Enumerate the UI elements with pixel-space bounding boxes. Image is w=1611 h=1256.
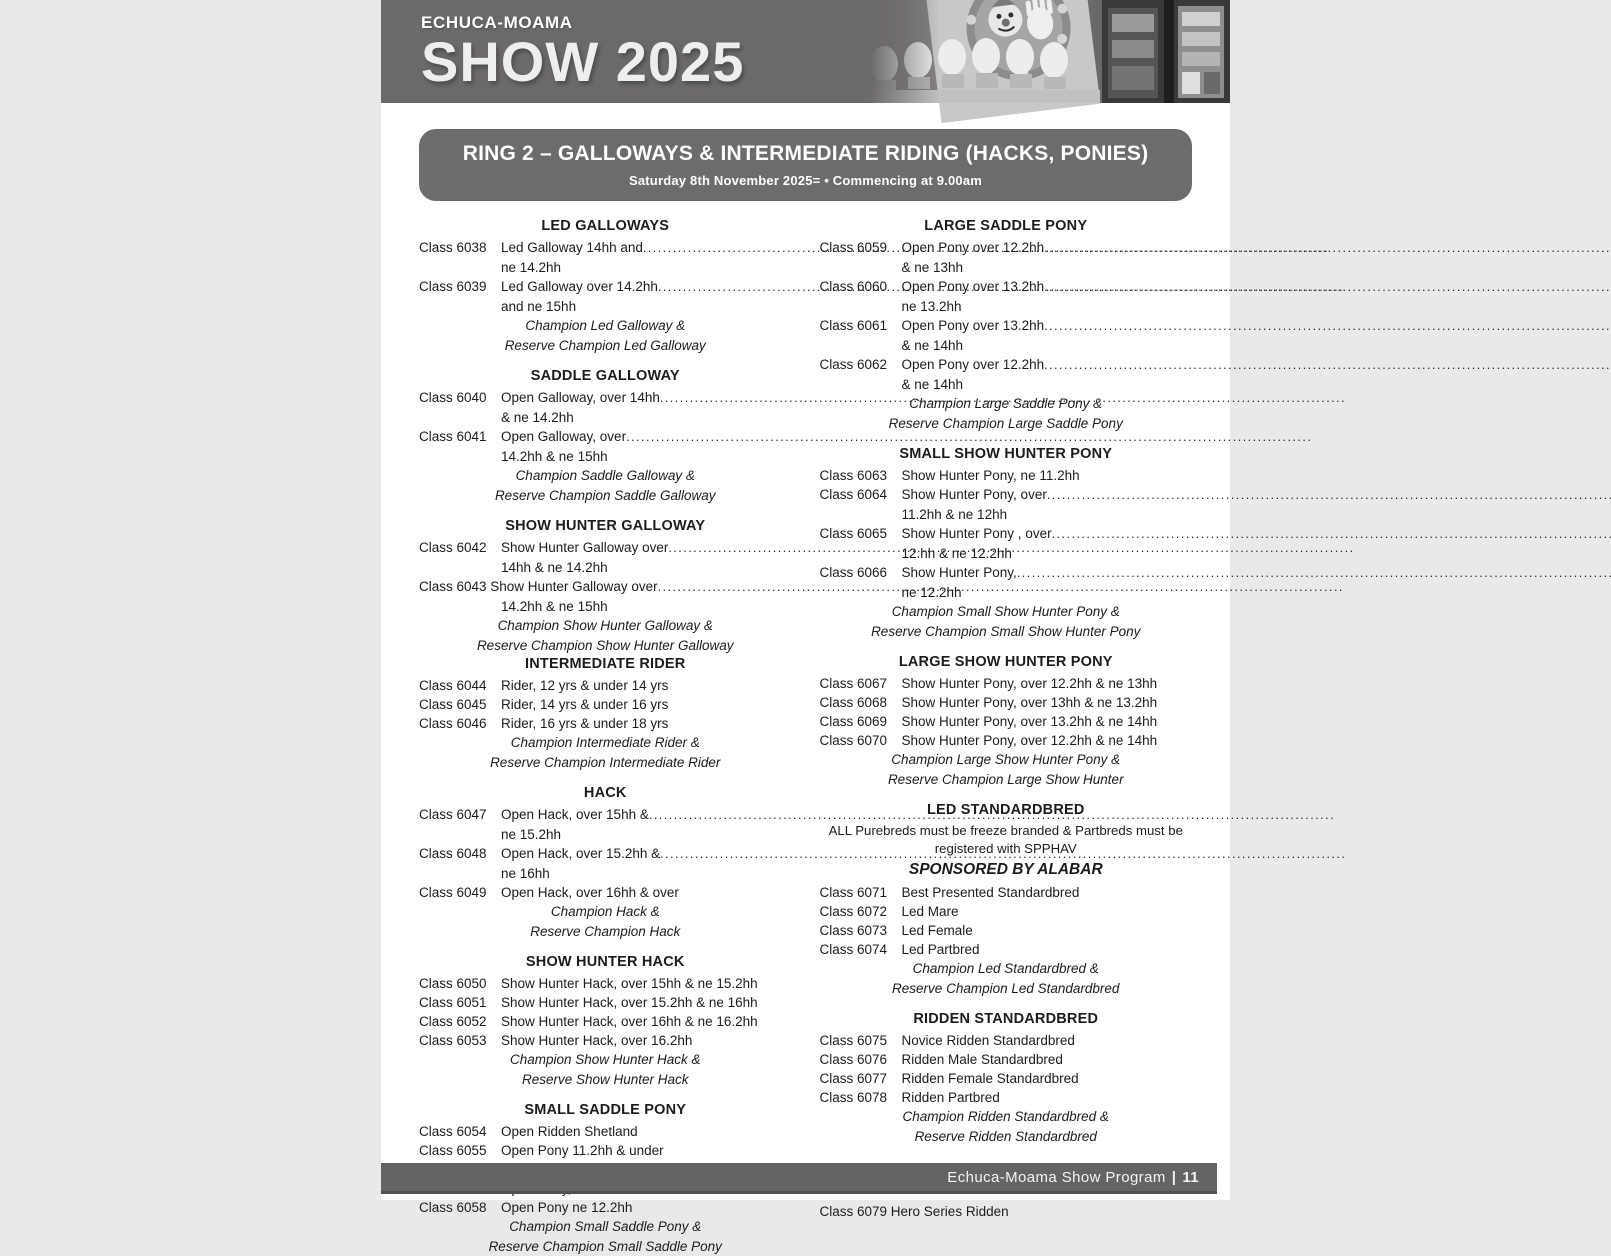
- class-description: [902, 921, 1193, 940]
- class-row: [419, 1012, 792, 1031]
- class-description: [501, 676, 792, 695]
- class-row: [419, 577, 792, 597]
- class-description: [820, 1202, 1193, 1221]
- class-description: [501, 993, 792, 1012]
- class-section: [419, 368, 792, 505]
- champion-line: Champion Small Saddle Pony &: [419, 1217, 792, 1237]
- class-number: Class 6072: [820, 902, 902, 921]
- show-title: SHOW 2025: [421, 34, 744, 90]
- class-number: Class 6063: [820, 466, 902, 485]
- class-row: [419, 974, 792, 993]
- class-description: [902, 1088, 1193, 1107]
- champion-line: Reserve Champion Large Show Hunter: [820, 770, 1193, 790]
- class-row: [419, 676, 792, 695]
- class-text: Open Pony over 12.2hh: [902, 355, 1045, 375]
- dotted-leader: [643, 238, 792, 258]
- class-text: Show Hunter Hack, over 15hh & ne 15.2hh: [501, 974, 758, 993]
- class-description: [902, 466, 1193, 485]
- class-row: [419, 538, 792, 558]
- class-number: Class 6064: [820, 485, 902, 505]
- class-number: Class 6041: [419, 427, 501, 447]
- class-text: Show Hunter Pony , over: [902, 524, 1052, 544]
- class-text: Ridden Female Standardbred: [902, 1069, 1079, 1088]
- class-row: [419, 695, 792, 714]
- class-description: [902, 883, 1193, 902]
- class-row: [820, 731, 1193, 750]
- dotted-leader: [649, 805, 792, 825]
- class-number: Class 6047: [419, 805, 501, 825]
- class-number: Class 6077: [820, 1069, 902, 1088]
- class-text: Open Galloway, over 14hh: [501, 388, 660, 408]
- class-description: [902, 563, 1193, 583]
- class-section: [820, 654, 1193, 789]
- class-text: Show Hunter Pony, over 13hh & ne 13.2hh: [902, 693, 1158, 712]
- champion-line: Champion Small Show Hunter Pony &: [820, 602, 1193, 622]
- ring-banner: [419, 129, 1192, 201]
- section-title: LED STANDARDBRED: [820, 802, 1193, 818]
- class-text-continuation: 14.2hh & ne 15hh: [501, 597, 792, 616]
- section-title: SADDLE GALLOWAY: [419, 368, 792, 384]
- class-row: [820, 238, 1193, 258]
- dotted-leader: [626, 427, 791, 447]
- class-row: [820, 563, 1193, 583]
- class-number: Class 6045: [419, 695, 501, 714]
- class-description: [501, 805, 792, 825]
- class-row: [419, 883, 792, 902]
- class-row: [820, 902, 1193, 921]
- class-row: [419, 277, 792, 297]
- footer-program-title: Echuca-Moama Show Program: [947, 1169, 1165, 1186]
- class-number: Class 6059: [820, 238, 902, 258]
- class-text: Led Partbred: [902, 940, 980, 959]
- class-description: [419, 577, 792, 597]
- class-text: Led Galloway 14hh and: [501, 238, 643, 258]
- champion-line: Reserve Champion Intermediate Rider: [419, 753, 792, 773]
- class-number: Class 6061: [820, 316, 902, 336]
- class-number: Class 6060: [820, 277, 902, 297]
- class-text: Ridden Partbred: [902, 1088, 1000, 1107]
- class-row: [820, 1031, 1193, 1050]
- section-title: SMALL SADDLE PONY: [419, 1102, 792, 1118]
- class-text: Rider, 12 yrs & under 14 yrs: [501, 676, 668, 695]
- class-description: [501, 1012, 792, 1031]
- show-stalls: [1102, 0, 1230, 103]
- class-number: Class 6070: [820, 731, 902, 750]
- section-title: HACK: [419, 785, 792, 801]
- class-number: Class 6044: [419, 676, 501, 695]
- section-title: SMALL SHOW HUNTER PONY: [820, 446, 1193, 462]
- class-section: [419, 785, 792, 941]
- class-description: [902, 902, 1193, 921]
- dotted-leader: [1052, 524, 1192, 544]
- class-description: [902, 731, 1193, 750]
- class-number: Class 6075: [820, 1031, 902, 1050]
- class-text-continuation: 14hh & ne 14.2hh: [501, 558, 792, 577]
- class-row: [820, 466, 1193, 485]
- class-text-continuation: ne 13.2hh: [902, 297, 1193, 316]
- section-title: SHOW HUNTER GALLOWAY: [419, 518, 792, 534]
- class-row: [419, 714, 792, 733]
- champion-line: Reserve Champion Led Galloway: [419, 336, 792, 356]
- class-number: Class 6046: [419, 714, 501, 733]
- column-right: [820, 208, 1193, 1221]
- class-text: Open Pony over 13.2hh: [902, 316, 1045, 336]
- class-description: [902, 524, 1193, 544]
- class-description: [902, 940, 1193, 959]
- class-row: [419, 1141, 792, 1160]
- class-description: [902, 238, 1193, 258]
- ring-subtitle: Saturday 8th November 2025= • Commencing at 9.00am: [433, 173, 1178, 188]
- class-number: Class 6074: [820, 940, 902, 959]
- class-row: [820, 940, 1193, 959]
- dotted-leader: [1047, 485, 1192, 505]
- ring-title: RING 2 – GALLOWAYS & INTERMEDIATE RIDING (HACKS, PONIES): [433, 142, 1178, 166]
- class-text-continuation: and ne 15hh: [501, 297, 792, 316]
- champion-line: Reserve Show Hunter Hack: [419, 1070, 792, 1090]
- class-description: [902, 1069, 1193, 1088]
- class-description: [902, 1031, 1193, 1050]
- class-number: Class 6055: [419, 1141, 501, 1160]
- class-description: [501, 695, 792, 714]
- class-row: [820, 1202, 1193, 1221]
- class-section: [820, 218, 1193, 433]
- class-number: Class 6051: [419, 993, 501, 1012]
- class-row: [419, 1122, 792, 1141]
- champion-line: Reserve Champion Led Standardbred: [820, 979, 1193, 999]
- class-description: [501, 277, 792, 297]
- class-text-continuation: & ne 13hh: [902, 258, 1193, 277]
- class-text: Show Hunter Pony,: [902, 563, 1017, 583]
- champion-line: Champion Show Hunter Galloway &: [419, 616, 792, 636]
- champion-line: Champion Large Saddle Pony &: [820, 394, 1193, 414]
- class-number: Class 6058: [419, 1198, 501, 1217]
- sideshow-alley-photo: [870, 0, 1230, 103]
- class-text-continuation: 14.2hh & ne 15hh: [501, 447, 792, 466]
- class-number: Class 6062: [820, 355, 902, 375]
- class-description: [902, 674, 1193, 693]
- class-row: [820, 277, 1193, 297]
- section-title: LARGE SHOW HUNTER PONY: [820, 654, 1193, 670]
- class-text-continuation: ne 16hh: [501, 864, 792, 883]
- column-left: [419, 208, 792, 1256]
- class-row: [820, 883, 1193, 902]
- class-text: Show Hunter Pony, over 13.2hh & ne 14hh: [902, 712, 1158, 731]
- class-row: [820, 316, 1193, 336]
- champion-line: Champion Intermediate Rider &: [419, 733, 792, 753]
- class-section: [419, 954, 792, 1089]
- class-description: [501, 238, 792, 258]
- champion-line: Reserve Champion Show Hunter Galloway: [419, 636, 792, 656]
- class-text: Show Hunter Hack, over 16.2hh: [501, 1031, 692, 1050]
- class-description: [501, 1031, 792, 1050]
- dotted-leader: [660, 844, 791, 864]
- class-description: [501, 1141, 792, 1160]
- class-number: Class 6040: [419, 388, 501, 408]
- class-text-continuation: 11.2hh & ne 12hh: [902, 505, 1193, 524]
- class-description: [902, 693, 1193, 712]
- class-section: [419, 656, 792, 772]
- champion-line: Champion Led Standardbred &: [820, 959, 1193, 979]
- class-row: [820, 921, 1193, 940]
- class-row: [820, 693, 1193, 712]
- dotted-leader: [1044, 316, 1192, 336]
- class-description: [902, 485, 1193, 505]
- dotted-leader: [658, 277, 792, 297]
- class-number: Class 6076: [820, 1050, 902, 1069]
- class-text: Open Hack, over 15hh &: [501, 805, 649, 825]
- class-row: [419, 427, 792, 447]
- class-number: Class 6078: [820, 1088, 902, 1107]
- class-number: Class 6050: [419, 974, 501, 993]
- class-text-continuation: ne 12.2hh: [902, 583, 1193, 602]
- class-number: Class 6039: [419, 277, 501, 297]
- class-row: [419, 1031, 792, 1050]
- class-row: [419, 993, 792, 1012]
- class-text: Rider, 16 yrs & under 18 yrs: [501, 714, 668, 733]
- class-description: [902, 316, 1193, 336]
- champion-line: Reserve Champion Small Show Hunter Pony: [820, 622, 1193, 642]
- section-title: RIDDEN STANDARDBRED: [820, 1011, 1193, 1027]
- class-description: [902, 277, 1193, 297]
- champion-line: Reserve Champion Large Saddle Pony: [820, 414, 1193, 434]
- class-text: Led Galloway over 14.2hh: [501, 277, 658, 297]
- class-row: [820, 524, 1193, 544]
- section-title: SHOW HUNTER HACK: [419, 954, 792, 970]
- section-title: INTERMEDIATE RIDER: [419, 656, 792, 672]
- class-text: Show Hunter Galloway over: [501, 538, 668, 558]
- class-text: Best Presented Standardbred: [902, 883, 1080, 902]
- class-text: Open Pony 11.2hh & under: [501, 1141, 664, 1160]
- class-description: [501, 538, 792, 558]
- class-text: Open Pony over 12.2hh: [902, 238, 1045, 258]
- dotted-leader: [1017, 563, 1192, 583]
- class-description: [501, 388, 792, 408]
- class-row: [820, 674, 1193, 693]
- dotted-leader: [658, 577, 792, 597]
- class-row: [820, 1069, 1193, 1088]
- class-section: [820, 802, 1193, 998]
- class-text: Show Hunter Pony, ne 11.2hh: [902, 466, 1080, 485]
- class-description: [902, 712, 1193, 731]
- class-number: Class 6068: [820, 693, 902, 712]
- footer-bar: [381, 1163, 1217, 1194]
- class-number: Class 6038: [419, 238, 501, 258]
- section-note: ALL Purebreds must be freeze branded & Partbreds must be registered with SPPHAV: [820, 822, 1193, 858]
- class-text: Rider, 14 yrs & under 16 yrs: [501, 695, 668, 714]
- sponsor-line: SPONSORED BY ALABAR: [820, 860, 1193, 880]
- class-description: [501, 1198, 792, 1217]
- class-description: [902, 355, 1193, 375]
- dotted-leader: [1044, 238, 1192, 258]
- class-text: Open Pony over 13.2hh: [902, 277, 1045, 297]
- show-program-page: [381, 0, 1230, 1200]
- dotted-leader: [1044, 277, 1192, 297]
- champion-line: Reserve Champion Small Saddle Pony: [419, 1237, 792, 1256]
- class-text-continuation: & ne 14hh: [902, 336, 1193, 355]
- class-text: Open Hack, over 16hh & over: [501, 883, 679, 902]
- class-number: Class 6069: [820, 712, 902, 731]
- class-number: Class 6042: [419, 538, 501, 558]
- class-text: Open Ridden Shetland: [501, 1122, 638, 1141]
- class-description: [501, 844, 792, 864]
- class-row: [820, 355, 1193, 375]
- class-description: [501, 714, 792, 733]
- class-number: Class 6052: [419, 1012, 501, 1031]
- class-text: Led Female: [902, 921, 973, 940]
- class-text-continuation: & ne 14hh: [902, 375, 1193, 394]
- class-section: [820, 446, 1193, 641]
- class-number: Class 6048: [419, 844, 501, 864]
- class-text: Ridden Male Standardbred: [902, 1050, 1063, 1069]
- header-banner: [381, 0, 1230, 103]
- class-row: [820, 1088, 1193, 1107]
- champion-line: Champion Show Hunter Hack &: [419, 1050, 792, 1070]
- class-section: [820, 1011, 1193, 1146]
- class-text: Show Hunter Pony, over 12.2hh & ne 13hh: [902, 674, 1158, 693]
- class-text: Open Pony ne 12.2hh: [501, 1198, 632, 1217]
- class-number: Class 6054: [419, 1122, 501, 1141]
- champion-line: Champion Led Galloway &: [419, 316, 792, 336]
- schedule-columns: [381, 201, 1230, 1256]
- show-pretitle: ECHUCA-MOAMA: [421, 13, 744, 33]
- class-number: Class 6071: [820, 883, 902, 902]
- class-number: Class 6073: [820, 921, 902, 940]
- class-description: [501, 883, 792, 902]
- dotted-leader: [660, 388, 792, 408]
- class-text: Show Hunter Pony, over: [902, 485, 1047, 505]
- class-text: Led Mare: [902, 902, 959, 921]
- class-row: [419, 805, 792, 825]
- class-row: [419, 1198, 792, 1217]
- class-text-continuation: & ne 14.2hh: [501, 408, 792, 427]
- class-row: [419, 388, 792, 408]
- class-number-and-text: Class 6043 Show Hunter Galloway over: [419, 577, 658, 597]
- class-text: Show Hunter Hack, over 16hh & ne 16.2hh: [501, 1012, 758, 1031]
- class-text: Show Hunter Pony, over 12.2hh & ne 14hh: [902, 731, 1158, 750]
- footer-separator: |: [1172, 1169, 1177, 1186]
- class-row: [820, 485, 1193, 505]
- champion-line: Champion Ridden Standardbred &: [820, 1107, 1193, 1127]
- section-title: LED GALLOWAYS: [419, 218, 792, 234]
- class-text-continuation: ne 14.2hh: [501, 258, 792, 277]
- class-text: Novice Ridden Standardbred: [902, 1031, 1075, 1050]
- champion-line: Reserve Champion Hack: [419, 922, 792, 942]
- class-description: [501, 427, 792, 447]
- class-text-continuation: 12.hh & ne 12.2hh: [902, 544, 1193, 563]
- class-description: [501, 974, 792, 993]
- class-row: [820, 1050, 1193, 1069]
- class-row: [419, 844, 792, 864]
- class-text: Show Hunter Hack, over 15.2hh & ne 16hh: [501, 993, 758, 1012]
- header-titles: [421, 13, 744, 90]
- class-text-continuation: ne 15.2hh: [501, 825, 792, 844]
- class-number: Class 6053: [419, 1031, 501, 1050]
- champion-line: Reserve Ridden Standardbred: [820, 1127, 1193, 1147]
- class-description: [902, 1050, 1193, 1069]
- class-number: Class 6066: [820, 563, 902, 583]
- dotted-leader: [668, 538, 791, 558]
- class-number-and-text: Class 6079 Hero Series Ridden: [820, 1202, 1009, 1221]
- class-section: [419, 218, 792, 355]
- class-number: Class 6065: [820, 524, 902, 544]
- class-row: [820, 712, 1193, 731]
- class-text: Open Galloway, over: [501, 427, 626, 447]
- class-number: Class 6049: [419, 883, 501, 902]
- class-number: Class 6067: [820, 674, 902, 693]
- dotted-leader: [1044, 355, 1192, 375]
- champion-line: Reserve Champion Saddle Galloway: [419, 486, 792, 506]
- class-row: [419, 238, 792, 258]
- class-section: [419, 518, 792, 655]
- champion-line: Champion Large Show Hunter Pony &: [820, 750, 1193, 770]
- champion-line: Champion Saddle Galloway &: [419, 466, 792, 486]
- section-title: LARGE SADDLE PONY: [820, 218, 1193, 234]
- footer-page-number: 11: [1182, 1169, 1199, 1186]
- champion-line: Champion Hack &: [419, 902, 792, 922]
- class-description: [501, 1122, 792, 1141]
- class-text: Open Hack, over 15.2hh &: [501, 844, 660, 864]
